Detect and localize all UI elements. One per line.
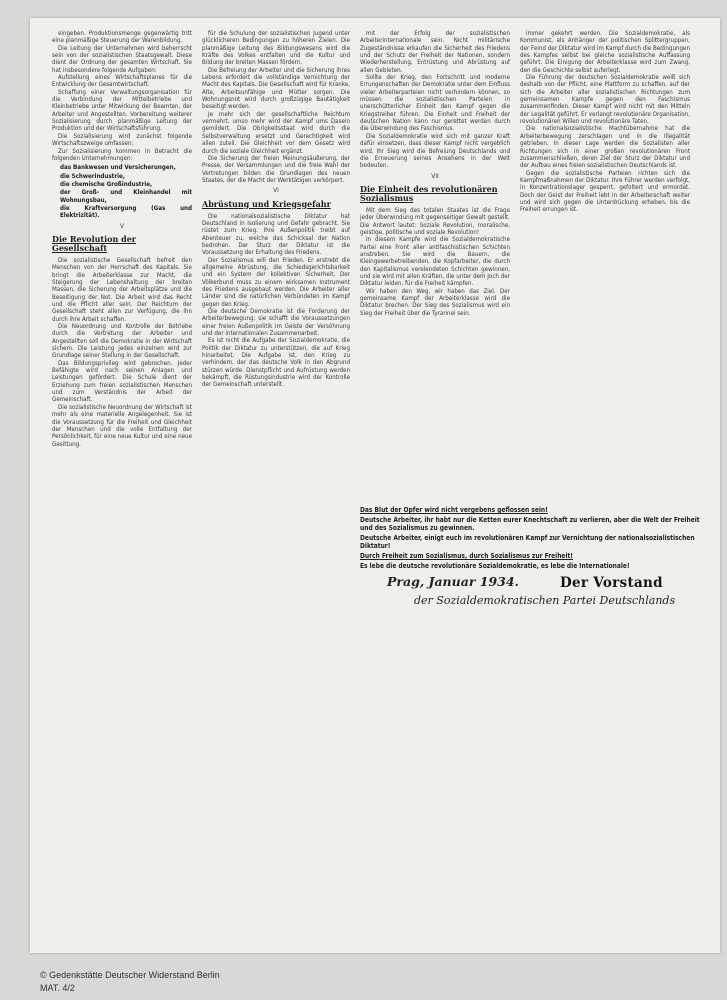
paragraph: In diesem Kampfe wird die Sozialdemokratische Partei eine Front aller antifaschistischen Schichten anstreben. Sie wird die Bauern, die Kleingewerbetreibenden, die Kopfarbeiter, die durch den Kapitalismus verelendeten Schichten gewinnen, und sie wird mit allen Kräften, die unter dem Joch der Diktatur leiden, für die Freiheit kämpfen. [360, 236, 510, 288]
paragraph: immer gekehrt werden. Die Sozialdemokratie, als Kommunist, als Anhänger der politischen Splittergruppen, der Feind der Diktatur wird im Kampf durch die Bedingungen des Kampfes selbst bei gleiche sozialistische Auffassung geführt. Die Einigung der Arbeiterklasse wird zum Zwang, den die Geschichte selbst auferlegt. [520, 30, 690, 74]
section-heading: Die Revolution der Gesellschaft [52, 233, 136, 253]
paragraph: Schaffung einer Verwaltungsorganisation für die Verbindung der Mittelbetriebe und Kleinbetriebe unter Mitwirkung der Beamten, der Arbeiter und Angestellten. Vorbereitung weiterer Sozialisierung durch planmäßige Leitung der Produktion und der Wirtschaftsführung. [52, 88, 192, 133]
paragraph: Je mehr sich der gesellschaftliche Reichtum vermehrt, umso mehr wird der Kampf ums Dasein gemildert. Die Obrigkeitsstaat wird durch die Selbstverwaltung ersetzt und Gerechtigkeit wird allen zuteil. Die Gleichheit vor dem Gesetz wird durch die soziale Gleichheit ergänzt. [202, 110, 350, 155]
text-column-4 [520, 30, 690, 500]
paragraph: Es ist nicht die Aufgabe der Sozialdemokratie, die Politik der Diktatur zu unterstützen, die auf Krieg hinarbeitet. Die Aufgabe ist, den Krieg zu verhindern, der das deutsche Volk in den Abgrund stürzen würde. Dienstpflicht und Aufrüstung werden bekämpft, die Rüstungsindustrie wird der Kontrolle der Gemeinschaft unterstellt. [202, 337, 350, 389]
text-column-2 [202, 30, 350, 935]
appeal-line: Deutsche Arbeiter, ihr habt nur die Ketten eurer Knechtschaft zu verlieren, aber die Welt der Freiheit und des Sozialismus zu gewinnen. [360, 516, 700, 532]
paragraph: Das Bildungsprivileg wird gebrochen. Jeder Befähigte wird nach seinen Anlagen und Leistungen gefördert. Die Schule dient der Erziehung zum freien sozialistischen Menschen und zum Verständnis der Arbeit der Gemeinschaft. [52, 359, 192, 404]
paragraph: Die Sicherung der freien Meinungsäußerung, der Presse, der Versammlungen und die freie Wahl der Vertretungen bilden die Grundlagen des neuen Staates, der die Macht der Werktätigen verkörpert. [202, 154, 350, 184]
paragraph: Gegen die sozialistische Parteien richten sich die Kampfmaßnahmen der Diktatur. Ihre Führer werden verfolgt, in Konzentrationslager gesperrt, gefoltert und ermordet. Doch der Geist der Freiheit lebt in der Arbeiterschaft weiter und wird sich gegen die Unterdrückung erheben, bis die Freiheit errungen ist. [520, 169, 690, 214]
paragraph: Sollte der Krieg, den Fortschritt und moderne Errungenschaften der Demokratie unter dem Einfluss vieler Arbeiterparteien nicht verhindern können, so müssen die sozialistischen Parteien in unerschütterlicher Einheit den Kampf gegen die Kriegstreiber führen. Die Einheit und Freiheit der deutschen Nation kann nur gerettet werden durch die Überwindung des Faschismus. [360, 74, 510, 133]
paragraph: Zur Sozialisierung kommen in Betracht die folgenden Unternehmungen: [52, 147, 192, 162]
paragraph: Die nationalsozialistische Machtübernahme hat die Arbeiterbewegung zerschlagen und in die Illegalität getrieben. In dieser Lage werden die Sozialisten aller Richtungen sich in einer großen revolutionären Front zusammenschließen, deren Ziel der Sturz der Diktatur und der Aufbau eines freien sozialistischen Deutschlands ist. [520, 125, 690, 170]
list-item: die Schwerindustrie, [60, 172, 125, 180]
paragraph: Die sozialistische Gesellschaft befreit den Menschen von der Herrschaft des Kapitals. Sie bringt die Arbeiterklasse zur Macht, die Steigerung der Lebenshaltung der breiten Massen, die Sicherung der Arbeitsplätze und die Beseitigung der Not. Die Arbeit wird das Recht und die Pflicht aller sein. Der Reichtum der Gesellschaft steht allen zur Verfügung, die ihn durch ihre Arbeit schaffen. [52, 256, 192, 323]
paragraph: Die nationalsozialistische Diktatur hat Deutschland in Isolierung und Gefahr gebracht. Sie rüstet zum Krieg. Ihre Außenpolitik treibt auf Abenteuer zu, welche das Schicksal der Nation bedrohen. Der Sturz der Diktatur ist die Voraussetzung der Erhaltung des Friedens. [202, 212, 350, 257]
list-item: die Kraftversorgung (Gas und Elektrizität). [60, 204, 192, 220]
appeal-line: Deutsche Arbeiter, einigt euch im revolutionären Kampf zur Vernichtung der nationalsozialistischen Diktatur! [360, 534, 695, 550]
paragraph: Der Sozialismus will den Frieden. Er erstrebt die allgemeine Abrüstung, die Schiedsgerichtsbarkeit und ein System der kollektiven Sicherheit. Der Völkerbund muss zu einem wirksamen Instrument des Friedens ausgebaut werden. Die Arbeiter aller Länder sind die natürlichen Verbündeten im Kampf gegen den Krieg. [202, 256, 350, 308]
appeal-line: Durch Freiheit zum Sozialismus, durch Sozialismus zur Freiheit! [360, 552, 574, 560]
paragraph: Die deutsche Demokratie ist die Forderung der Arbeiterbewegung; sie schafft die Voraussetzungen einer freien Außenpolitik im Geiste der Versöhnung und der internationalen Zusammenarbeit. [202, 308, 350, 338]
appeal-line: Das Blut der Opfer wird nicht vergebens geflossen sein! [360, 506, 548, 514]
place-date: Prag, Januar 1934. [387, 574, 519, 589]
paragraph: Aufstellung eines Wirtschaftsplanes für die Entwicklung der Gesamtwirtschaft. [52, 74, 192, 89]
text-column-1 [52, 30, 192, 935]
archive-id: MAT. 4/2 [40, 983, 75, 993]
paragraph: mit der Erfolg der sozialistischen Arbeiterinternationale sein. Nicht militärische Zugeständnisse erkaufen die Sicherheit des Friedens und der Schutz der Freiheit der Nationen, sondern Wiederherstellung, Entrüstung und Abrüstung auf allen Gebieten. [360, 30, 510, 74]
paragraph: Mit dem Sieg des totalen Staates ist die Frage jeder Überwindung mit gegenseitiger Gewalt gestellt. Die Antwort lautet: Soziale Revolution, moralische, geistige, politische und soziale Revolution! [360, 206, 510, 236]
paragraph: Die Führung der deutschen Sozialdemokratie weiß sich deshalb von der Pflicht, eine Plattform zu schaffen, auf der sich die Arbeiter aller sozialistischen Richtungen zum gemeinsamen Kampfe gegen den Faschismus zusammenfinden. Dieser Kampf wird nicht mit den Mitteln der Legalität geführt. Er verlangt revolutionäre Organisation, revolutionären Willen und revolutionäre Taten. [520, 74, 690, 126]
paragraph: für die Schulung der sozialistischen Jugend unter glücklicheren Bedingungen zu höheren Zielen. Die planmäßige Leitung des Bildungswesens wird die Kräfte des Volkes entfalten und die Kultur und Bildung der breiten Massen fördern. [202, 30, 350, 67]
section-heading: Die Einheit des revolutionären Sozialismus [360, 183, 498, 203]
paragraph: eingeben. Produktionsmenge gegenwärtig tritt eine planmäßige Steuerung der Warenbildung. [52, 30, 192, 45]
signatory-party: der Sozialdemokratischen Partei Deutschlands [414, 594, 676, 607]
paragraph: Die Sozialisierung wird zunächst folgende Wirtschaftszweige umfassen: [52, 132, 192, 148]
signatory-board: Der Vorstand [560, 575, 663, 591]
section-number: VII [431, 171, 439, 180]
paragraph: Die Sozialdemokratie wird sich mit ganzer Kraft dafür einsetzen, dass dieser Kampf nicht vergeblich wird. Ihr Sieg wird die Befreiung Deutschlands und die Erneuerung seines Ansehens in der Welt bedeuten. [360, 132, 510, 170]
list-item: die chemische Großindustrie, [60, 180, 153, 188]
paragraph: Die sozialistische Neuordnung der Wirtschaft ist mehr als eine materielle Angelegenheit. Sie ist die Voraussetzung für die Freiheit und Gleichheit der Menschen und die volle Entfaltung der Persönlichkeit, für eine neue Kultur und eine neue Gesittung. [52, 403, 192, 448]
copyright-notice: © Gedenkstätte Deutscher Widerstand Berlin [40, 970, 220, 980]
paragraph: Die Leitung der Unternehmen wird beherrscht sein von der sozialistischen Staatsgewalt. Diese dient der Ordnung der gesamten Wirtschaft. Sie hat insbesondere folgende Aufgaben: [52, 44, 192, 74]
list-item: der Groß- und Kleinhandel mit Wohnungsbau, [60, 189, 192, 204]
closing-appeal [360, 506, 710, 572]
text-column-3 [360, 30, 510, 500]
sector-list [60, 164, 192, 219]
appeal-line: Es lebe die deutsche revolutionäre Sozialdemokratie, es lebe die Internationale! [360, 562, 630, 570]
section-number: VI [273, 186, 279, 195]
list-item: das Bankwesen und Versicherungen, [60, 164, 176, 172]
paragraph: Die Neuordnung und Kontrolle der Betriebe durch die Vertretung der Arbeiter und Angestellten soll die Demokratie in der Wirtschaft sichern. Die Leistung jedes einzelnen wird zur Grundlage seiner Stellung in der Gesellschaft. [52, 323, 192, 360]
paragraph: Die Befreiung der Arbeiter und die Sicherung ihres Lebens erfordert die vollständige Vernichtung der Macht des Kapitals. Die Gesellschaft wird für Kranke, Alte, Arbeitsunfähige und Mütter sorgen. Die Wohnungsnot wird durch großzügige Bautätigkeit beseitigt werden. [202, 66, 350, 111]
paragraph: Wir haben den Weg, wir haben das Ziel. Der gemeinsame Kampf der Arbeiterklasse wird die Diktatur brechen. Der Sieg des Sozialismus wird ein Sieg der Freiheit über die Tyrannei sein. [360, 287, 510, 317]
document-page [30, 18, 720, 953]
section-heading: Abrüstung und Kriegsgefahr [202, 198, 331, 209]
section-number: V [120, 221, 124, 230]
